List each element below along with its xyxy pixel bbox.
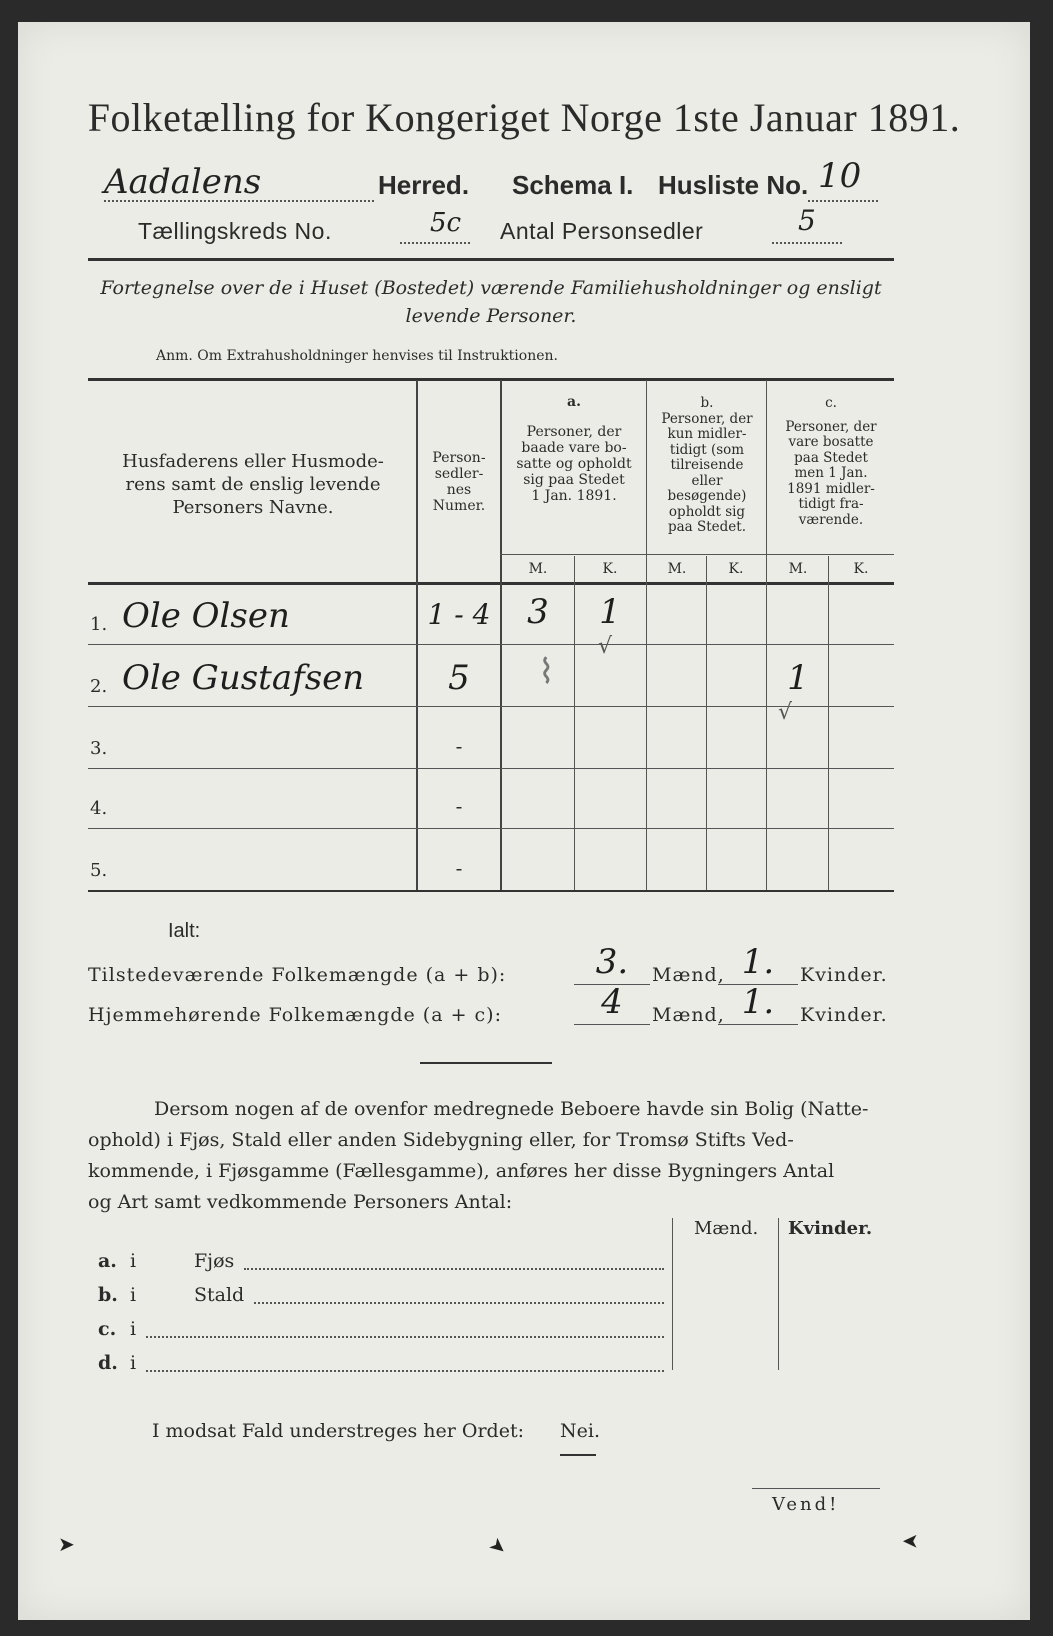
- a-m-header: M.: [528, 561, 548, 577]
- corner-mark-icon: ➤: [484, 1531, 513, 1561]
- row-4-sedler: -: [455, 794, 463, 818]
- b-m-header: M.: [667, 561, 687, 577]
- table-header-bottom-rule: [88, 582, 894, 585]
- herred-dotted-line: [104, 200, 374, 202]
- row-4-number: 4.: [90, 798, 108, 819]
- a-k-header: K.: [602, 561, 618, 577]
- row-3-sedler: -: [455, 734, 463, 758]
- tilstede-women-label: Kvinder.: [800, 964, 888, 986]
- row-2-number: 2.: [90, 676, 108, 697]
- outb-row-a-i: i: [130, 1250, 137, 1272]
- hjemme-men-value: 4: [601, 982, 623, 1022]
- herred-value: Aadalens: [104, 162, 262, 202]
- outb-row-d-dots: [146, 1370, 664, 1372]
- row-1-sedler: 1 - 4: [427, 598, 491, 631]
- vend-rule: [752, 1488, 880, 1489]
- herred-label: Herred.: [378, 170, 470, 200]
- hjemme-women-value: 1.: [741, 982, 775, 1022]
- row-1-a-men: 3: [527, 592, 549, 632]
- vend-text: Vend!: [772, 1494, 840, 1515]
- col-header-a: a. Personer, der baade vare bo- satte og opholdt sig paa Stedet 1 Jan. 1891.: [516, 394, 632, 504]
- row-2-c-men: 1: [787, 658, 809, 698]
- outbuildings-paragraph: Dersom nogen af de ovenfor medregnede Beboere havde sin Bolig (Natte- ophold) i Fjøs, Stald eller anden Sidebygning eller, for Tromsø Stifts Ved- kommende, i Fjøsgamme (Fællesgamme), anføres her disse Bygningers Antal og Art samt vedkommende Personers Antal:: [88, 1098, 869, 1213]
- c-k-header: K.: [853, 561, 869, 577]
- husliste-value: 10: [818, 156, 862, 196]
- corner-mark-icon: ➤: [58, 1532, 75, 1556]
- outb-row-a-label: Fjøs: [194, 1250, 235, 1272]
- antal-dotted-line: [772, 242, 842, 244]
- husliste-dotted-line: [808, 200, 878, 202]
- row-1-number: 1.: [90, 614, 108, 635]
- checkmark-icon: √: [778, 700, 793, 725]
- col-divider-a: [646, 380, 647, 890]
- row-2-sedler: 5: [448, 658, 470, 698]
- outb-women-header: Kvinder.: [788, 1218, 873, 1239]
- header-rule: [88, 258, 894, 261]
- hjemme-women-label: Kvinder.: [800, 1004, 888, 1026]
- outb-row-c-i: i: [130, 1318, 137, 1340]
- hjemme-men-line: [574, 1024, 650, 1025]
- intro-text: [88, 274, 894, 330]
- row-3-number: 3.: [90, 738, 108, 759]
- outb-row-c-dots: [146, 1336, 664, 1338]
- nei-underline: [560, 1454, 596, 1456]
- row-rule-3: [88, 768, 894, 769]
- anm-note: Anm. Om Extrahusholdninger henvises til Instruktionen.: [156, 348, 558, 364]
- mk-header-rule: [500, 554, 894, 555]
- outb-row-d-letter: d.: [98, 1352, 118, 1374]
- col-divider-b: [766, 380, 767, 890]
- outb-men-header: Mænd.: [694, 1218, 759, 1239]
- outb-row-b-dots: [254, 1302, 664, 1304]
- form-title: Folketælling for Kongeriget Norge 1ste Januar 1891.: [87, 95, 961, 140]
- corner-mark-icon: ➤: [902, 1530, 919, 1554]
- outb-col-divider-1: [672, 1218, 673, 1370]
- row-5-sedler: -: [455, 856, 463, 880]
- col-header-c: c. Personer, der vare bosatte paa Stedet men 1 Jan. 1891 midler- tidigt fra- værende.: [785, 395, 877, 528]
- modsat-text: I modsat Fald understreges her Ordet:: [152, 1420, 524, 1442]
- col-header-names: Husfaderens eller Husmode- rens samt de enslig levende Personers Navne.: [122, 451, 384, 518]
- hjemme-men-label: Mænd,: [652, 1004, 725, 1026]
- intro-line-2: levende Personer.: [405, 305, 577, 327]
- kreds-label: Tællingskreds No.: [138, 218, 332, 244]
- kreds-value: 5c: [430, 208, 462, 238]
- col-header-sedler: Person- sedler- nes Numer.: [432, 450, 486, 514]
- tilstede-label: Tilstedeværende Folkemængde (a + b):: [88, 964, 507, 986]
- outb-row-b-i: i: [130, 1284, 137, 1306]
- outb-row-c-letter: c.: [98, 1318, 117, 1340]
- antal-value: 5: [798, 204, 816, 237]
- col-divider-c-mk: [828, 556, 829, 890]
- outb-row-b-letter: b.: [98, 1284, 118, 1306]
- b-k-header: K.: [728, 561, 744, 577]
- outb-col-divider-2: [778, 1218, 779, 1370]
- col-header-b: b. Personer, der kun midler- tidigt (som tilreisende eller besøgende) opholdt sig paa Stedet.: [661, 395, 753, 535]
- antal-label: Antal Personsedler: [500, 218, 704, 244]
- census-form-sheet: [18, 22, 1030, 1620]
- schema-label: Schema I.: [512, 170, 634, 200]
- row-5-number: 5.: [90, 860, 108, 881]
- table-bottom-rule: [88, 890, 894, 892]
- tilstede-men-label: Mænd,: [652, 964, 725, 986]
- checkmark-icon: √: [598, 634, 613, 659]
- row-rule-1: [88, 644, 894, 645]
- outb-row-b-label: Stald: [194, 1284, 245, 1306]
- tick-mark-icon: ⌇: [538, 652, 555, 692]
- nei-word: Nei.: [560, 1420, 600, 1442]
- ialt-label: Ialt:: [168, 920, 201, 942]
- outb-row-a-letter: a.: [98, 1250, 117, 1272]
- row-2-name: Ole Gustafsen: [122, 658, 365, 698]
- tilstede-women-value: 1.: [741, 942, 775, 982]
- row-1-a-women: 1: [599, 592, 621, 632]
- table-top-rule: [88, 378, 894, 381]
- row-rule-4: [88, 828, 894, 829]
- intro-line-1: Fortegnelse over de i Huset (Bostedet) værende Familiehusholdninger og ensligt: [100, 277, 882, 299]
- outb-row-a-dots: [244, 1268, 664, 1270]
- row-rule-2: [88, 706, 894, 707]
- c-m-header: M.: [788, 561, 808, 577]
- row-1-name: Ole Olsen: [122, 596, 290, 636]
- col-divider-b-mk: [706, 556, 707, 890]
- hjemme-label: Hjemmehørende Folkemængde (a + c):: [88, 1004, 502, 1026]
- outb-row-d-i: i: [130, 1352, 137, 1374]
- kreds-dotted-line: [400, 242, 470, 244]
- tilstede-men-value: 3.: [595, 942, 629, 982]
- hjemme-women-line: [718, 1024, 798, 1025]
- section-divider: [420, 1062, 552, 1064]
- husliste-label: Husliste No.: [658, 170, 809, 200]
